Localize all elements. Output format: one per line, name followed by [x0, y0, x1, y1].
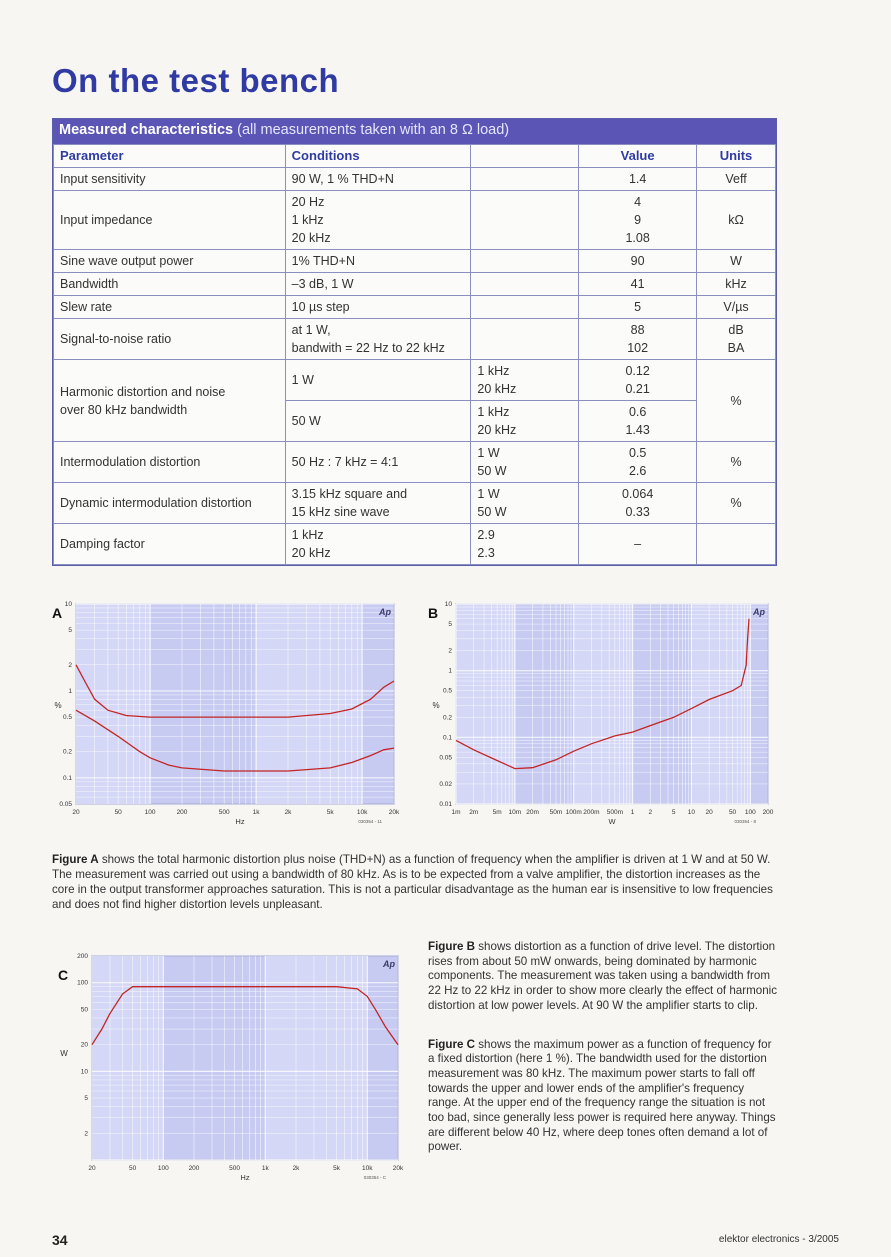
y-tick-label: 0.01	[439, 801, 452, 808]
cell-line: 2.9	[477, 528, 495, 542]
cell-line: 20 kHz	[477, 423, 517, 437]
cell-line: dB	[728, 323, 744, 337]
cell-line: Harmonic distortion and noise	[60, 384, 226, 399]
x-tick-label: 100	[744, 809, 756, 816]
cell-empty	[471, 319, 579, 360]
x-tick-label: 200	[176, 809, 188, 816]
cell-parameter: Dynamic intermodulation distortion	[54, 483, 286, 524]
y-tick-label: 5	[84, 1095, 88, 1103]
figure-code: 030354 - 8	[734, 819, 756, 824]
cell-parameter: Slew rate	[54, 296, 286, 319]
x-tick-label: 5k	[326, 809, 334, 816]
y-tick-label: 0.5	[62, 714, 72, 722]
cell-condition: 50 Hz : 7 kHz = 4:1	[285, 442, 471, 483]
cell-condition	[285, 191, 471, 250]
table-row	[54, 191, 776, 250]
cell-condition	[285, 524, 471, 565]
cell-line: 1 kHz	[291, 528, 324, 542]
cell-value	[579, 401, 697, 442]
x-tick-label: 20	[88, 1165, 96, 1172]
col-sub	[471, 145, 579, 168]
cell-sub	[471, 442, 579, 483]
table-row	[54, 250, 776, 273]
cell-condition: 1 W	[285, 360, 471, 401]
x-tick-label: 500	[229, 1165, 241, 1172]
cell-line: 1 kHz	[477, 405, 510, 419]
cell-empty	[471, 296, 579, 319]
x-tick-label: 100	[144, 809, 156, 816]
table-row	[54, 319, 776, 360]
x-tick-label: 50m	[549, 809, 563, 816]
cell-line: 1.43	[625, 423, 650, 437]
x-tick-label: 2k	[284, 809, 292, 816]
chart-id: C	[58, 967, 69, 983]
x-tick-label: 10k	[362, 1165, 373, 1172]
cell-condition: 1% THD+N	[285, 250, 471, 273]
x-tick-label: 1k	[261, 1165, 269, 1172]
cell-condition	[285, 483, 471, 524]
col-value: Value	[579, 145, 697, 168]
cell-value: 1.4	[579, 168, 697, 191]
cell-unit	[697, 319, 776, 360]
table-header	[53, 119, 776, 144]
figure-b-caption	[428, 940, 778, 1014]
figure-code: 030354 - 11	[358, 819, 382, 824]
y-tick-label: 10	[80, 1068, 88, 1076]
cell-line: 2.6	[628, 464, 647, 478]
cell-value	[579, 319, 697, 360]
y-tick-label: 0.05	[59, 801, 72, 808]
x-axis-label: W	[608, 817, 616, 826]
cell-line: 0.064	[621, 487, 654, 501]
page-number: 34	[52, 1232, 68, 1248]
cell-value: –	[579, 524, 697, 565]
x-tick-label: 20	[72, 809, 80, 816]
cell-condition: 90 W, 1 % THD+N	[285, 168, 471, 191]
cell-value	[579, 483, 697, 524]
cell-parameter: Input sensitivity	[54, 168, 286, 191]
ap-logo: Ap	[753, 607, 765, 617]
cell-empty	[471, 191, 579, 250]
table-row	[54, 296, 776, 319]
ap-logo: Ap	[383, 959, 395, 969]
table-row	[54, 483, 776, 524]
cell-unit: W	[697, 250, 776, 273]
measured-characteristics-table	[52, 118, 777, 566]
cell-condition	[285, 319, 471, 360]
cell-condition: 50 W	[285, 401, 471, 442]
fig-b-text: shows distortion as a function of drive level. The distortion rises from about 50 mW onwards, being dominated by harmonic components. The measurement was taken using a bandwidth from 22 Hz to 22 kHz in order to show more clearly the effect of harmonic distortion at low power levels. At 90 W the amplifier starts to clip.	[428, 940, 778, 1012]
cell-line: bandwith = 22 Hz to 22 kHz	[291, 341, 445, 355]
x-tick-label: 200	[762, 809, 774, 816]
fig-c-label: Figure C	[428, 1037, 476, 1051]
cell-sub	[471, 360, 579, 401]
cell-line: 20 kHz	[291, 546, 331, 560]
cell-parameter	[54, 360, 286, 442]
x-tick-label: 2k	[292, 1165, 300, 1172]
x-tick-label: 500m	[606, 809, 623, 816]
cell-line: 1 kHz	[291, 213, 324, 227]
cell-value: 5	[579, 296, 697, 319]
y-tick-label: 0.5	[442, 687, 452, 695]
table-note: (all measurements taken with an 8 Ω load)	[237, 122, 510, 138]
cell-line: 20 Hz	[291, 195, 325, 209]
figure-c-caption	[428, 1038, 778, 1156]
y-tick-label: 5	[68, 627, 72, 635]
y-tick-label: 50	[80, 1006, 88, 1014]
x-tick-label: 2	[648, 809, 653, 816]
x-tick-label: 20k	[388, 809, 400, 816]
y-tick-label: 100	[77, 979, 88, 987]
cell-unit: kHz	[697, 273, 776, 296]
cell-parameter: Signal-to-noise ratio	[54, 319, 286, 360]
x-tick-label: 50	[114, 809, 122, 816]
spec-table	[53, 144, 776, 565]
cell-parameter: Sine wave output power	[54, 250, 286, 273]
cell-condition: 10 µs step	[285, 296, 471, 319]
x-tick-label: 100	[157, 1165, 169, 1172]
cell-line: 0.12	[625, 364, 650, 378]
x-tick-label: 20	[705, 809, 713, 816]
cell-value	[579, 442, 697, 483]
y-tick-label: 1	[68, 687, 72, 695]
x-tick-label: 1k	[252, 809, 260, 816]
x-axis-label: Hz	[235, 817, 245, 826]
cell-unit: %	[697, 483, 776, 524]
y-tick-label: 0.2	[62, 748, 72, 756]
table-row	[54, 524, 776, 565]
cell-line: 0.21	[625, 382, 650, 396]
cell-unit: Veff	[697, 168, 776, 191]
cell-empty	[471, 250, 579, 273]
chart-a	[52, 596, 400, 828]
cell-value	[579, 191, 697, 250]
y-tick-label: 2	[68, 661, 72, 669]
cell-line: BA	[727, 341, 745, 355]
y-tick-label: 10	[64, 601, 72, 608]
x-tick-label: 1	[630, 809, 635, 816]
y-tick-label: 20	[80, 1041, 88, 1049]
col-units: Units	[697, 145, 776, 168]
cell-line: 4	[634, 195, 642, 209]
cell-line: 102	[627, 341, 649, 355]
cell-line: 1 kHz	[477, 364, 510, 378]
y-tick-label: 10	[444, 601, 452, 608]
fig-a-label: Figure A	[52, 853, 99, 866]
chart-c	[52, 948, 404, 1184]
col-parameter: Parameter	[54, 145, 286, 168]
table-row	[54, 360, 776, 401]
y-tick-label: 5	[448, 621, 452, 629]
x-tick-label: 20m	[526, 809, 539, 816]
cell-parameter: Intermodulation distortion	[54, 442, 286, 483]
cell-line: 0.33	[625, 505, 650, 519]
cell-line: 50 W	[477, 505, 507, 519]
cell-value	[579, 360, 697, 401]
x-tick-label: 2m	[469, 809, 479, 816]
cell-line: 88	[630, 323, 645, 337]
x-tick-label: 50	[128, 1165, 137, 1172]
footer-source: elektor electronics - 3/2005	[718, 1234, 839, 1245]
y-tick-label: 2	[84, 1130, 88, 1138]
decade-band	[256, 604, 362, 804]
cell-line: 1.08	[625, 231, 650, 245]
fig-c-text: shows the maximum power as a function of frequency for a fixed distortion (here 1 %). The bandwidth used for the distortion measurement was 80 kHz. The maximum power starts to fall off towards the upper and lower ends of the amplifier's frequency range. At the upper end of the frequency range the situation is not too bad, since generally less power is required here anyway. Things are different below 40 Hz, where deep tones often demand a lot of power.	[428, 1037, 776, 1154]
decade-band	[76, 604, 150, 804]
cell-line: 1 W	[477, 446, 500, 460]
cell-parameter: Damping factor	[54, 524, 286, 565]
x-tick-label: 500	[218, 809, 230, 816]
cell-line: 20 kHz	[291, 231, 331, 245]
table-title: Measured characteristics	[59, 122, 234, 138]
fig-b-label: Figure B	[428, 940, 476, 953]
cell-line: 9	[634, 213, 642, 227]
cell-unit: %	[697, 442, 776, 483]
y-axis-label: %	[432, 701, 440, 710]
y-axis-label: W	[60, 1049, 68, 1058]
chart-b	[424, 596, 776, 828]
y-tick-label: 2	[448, 647, 452, 655]
y-tick-label: 200	[77, 953, 88, 960]
page-title: On the test bench	[52, 62, 340, 99]
fig-a-text: shows the total harmonic distortion plus noise (THD+N) as a function of frequency when the amplifier is driven at 1 W and at 50 W. The measurement was carried out using a bandwidth of 80 kHz. As is to be expected from a valve amplifier, the distortion increases as the core in the output transformer approaches saturation. This is not a particular disadvantage as the human ear is insensitive to low frequencies and does not find higher distortion levels unpleasant.	[52, 853, 773, 911]
y-tick-label: 0.05	[439, 754, 452, 762]
cell-unit: kΩ	[697, 191, 776, 250]
cell-line: 2.3	[477, 546, 495, 560]
cell-line: at 1 W,	[291, 323, 331, 337]
x-tick-label: 10m	[508, 809, 522, 816]
cell-line: 0.5	[628, 446, 647, 460]
cell-line: 20 kHz	[477, 382, 517, 396]
cell-line: over 80 kHz bandwidth	[60, 402, 188, 417]
cell-empty	[471, 168, 579, 191]
col-conditions: Conditions	[285, 145, 471, 168]
cell-sub	[471, 524, 579, 565]
cell-sub	[471, 483, 579, 524]
cell-empty	[697, 524, 776, 565]
x-tick-label: 5k	[333, 1165, 341, 1172]
y-tick-label: 0.1	[442, 734, 452, 742]
y-tick-label: 1	[448, 667, 452, 675]
cell-sub	[471, 401, 579, 442]
x-axis-label: Hz	[240, 1173, 250, 1182]
x-tick-label: 5m	[492, 809, 502, 816]
cell-unit: V/µs	[697, 296, 776, 319]
figure-code: 030354 - C	[363, 1175, 386, 1180]
cell-empty	[471, 273, 579, 296]
cell-parameter: Input impedance	[54, 191, 286, 250]
y-tick-label: 0.02	[439, 780, 452, 788]
table-head-row	[54, 145, 776, 168]
x-tick-label: 20k	[392, 1165, 404, 1172]
cell-parameter: Bandwidth	[54, 273, 286, 296]
table-row	[54, 168, 776, 191]
cell-line: 0.6	[628, 405, 647, 419]
side-text	[428, 940, 778, 1179]
x-tick-label: 200m	[583, 809, 600, 816]
cell-line: 15 kHz sine wave	[291, 505, 390, 519]
x-tick-label: 10	[687, 809, 696, 816]
cell-unit: %	[697, 360, 776, 442]
x-tick-label: 200	[188, 1165, 200, 1172]
x-tick-label: 1m	[451, 809, 461, 816]
cell-line: 50 W	[477, 464, 507, 478]
x-tick-label: 50	[728, 809, 737, 816]
cell-condition: –3 dB, 1 W	[285, 273, 471, 296]
cell-value: 90	[579, 250, 697, 273]
chart-id: B	[428, 605, 439, 621]
chart-id: A	[52, 605, 63, 621]
y-tick-label: 0.1	[62, 774, 72, 782]
table-row	[54, 273, 776, 296]
y-axis-label: %	[54, 701, 62, 710]
ap-logo: Ap	[379, 607, 391, 617]
cell-value: 41	[579, 273, 697, 296]
x-tick-label: 100m	[565, 809, 582, 816]
x-tick-label: 10k	[356, 809, 368, 816]
y-tick-label: 0.2	[442, 714, 452, 722]
cell-line: 3.15 kHz square and	[291, 487, 408, 501]
cell-line: 1 W	[477, 487, 500, 501]
figure-a-caption	[52, 852, 775, 912]
x-tick-label: 5	[671, 809, 676, 816]
table-row	[54, 442, 776, 483]
